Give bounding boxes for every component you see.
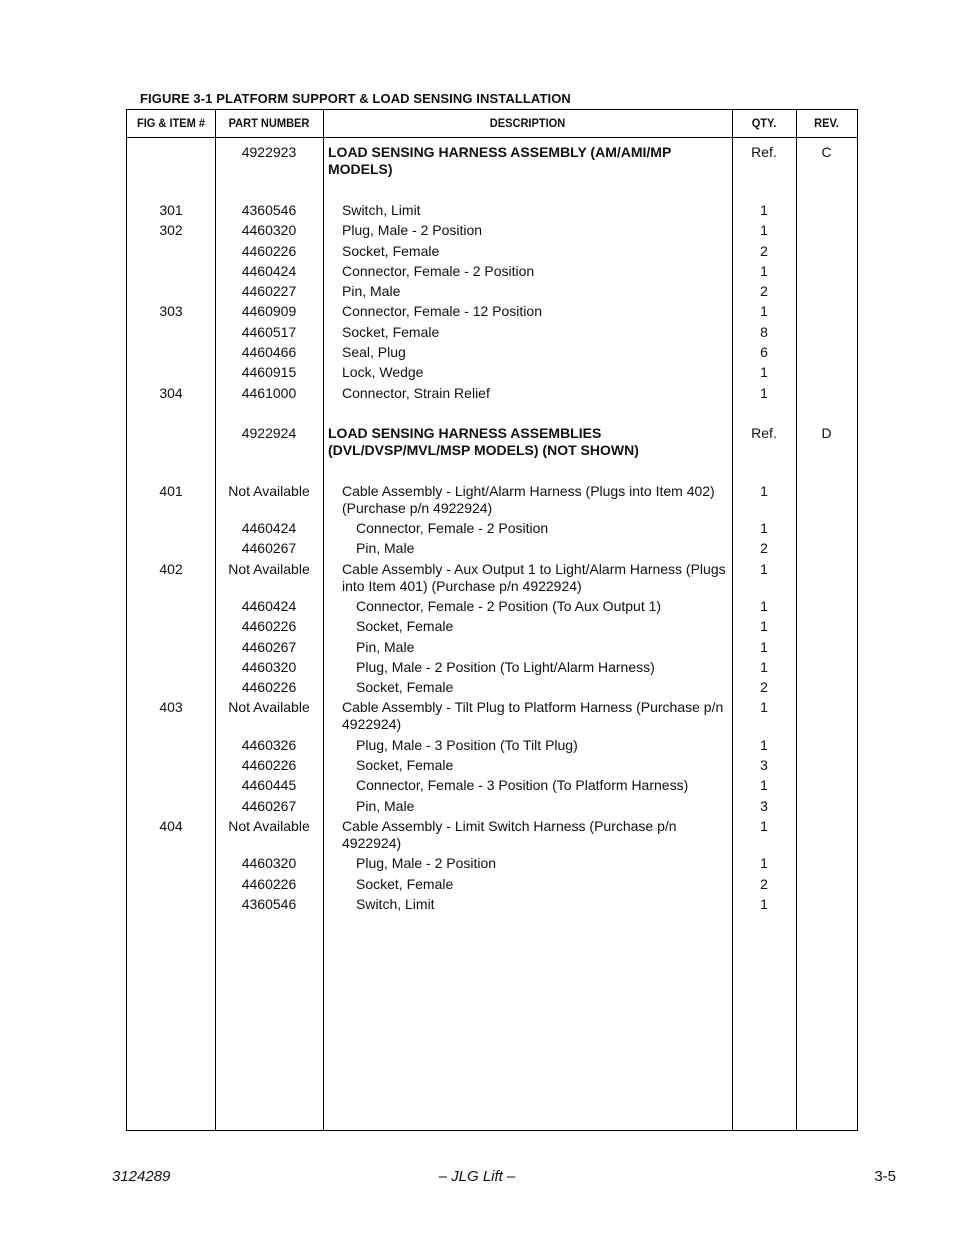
row-qty: 1 [760, 385, 768, 401]
row-part-number: 4460320 [241, 855, 297, 871]
row-qty: 1 [760, 303, 768, 319]
row-item: 404 [159, 818, 183, 834]
row-part-number: 4461000 [241, 385, 297, 401]
row-part-number: 4360546 [241, 202, 297, 218]
row-qty: 6 [760, 344, 768, 360]
row-description: Pin, Male [356, 540, 415, 556]
row-part-number: 4460320 [241, 659, 297, 675]
row-part-number: Not Available [228, 561, 310, 577]
row-qty: 2 [760, 876, 768, 892]
row-description: Connector, Female - 2 Position [356, 520, 549, 536]
row-qty: 3 [760, 798, 768, 814]
header-rev: REV. [814, 116, 839, 130]
row-part-number: 4460227 [241, 283, 297, 299]
row-qty: 1 [760, 896, 768, 912]
row-part-number: 4460226 [241, 876, 297, 892]
row-description: Switch, Limit [356, 896, 435, 912]
header-item: FIG & ITEM # [136, 116, 206, 130]
row-description: Socket, Female [342, 324, 440, 340]
row-part-number: 4460424 [241, 598, 297, 614]
row-qty: 2 [760, 283, 768, 299]
row-qty: 1 [760, 818, 768, 834]
row-description: Cable Assembly - Tilt Plug to Platform Harness (Purchase p/n 4922924) [342, 699, 724, 732]
page-number: 3-5 [874, 1168, 896, 1185]
row-part-number: 4460267 [241, 798, 297, 814]
row-description: Connector, Female - 12 Position [342, 303, 542, 319]
row-item: 303 [159, 303, 183, 319]
row-description: LOAD SENSING HARNESS ASSEMBLY (AM/AMI/MP MODELS) [328, 144, 672, 177]
row-description: Socket, Female [356, 618, 454, 634]
row-qty: 2 [760, 243, 768, 259]
figure-title: FIGURE 3-1 PLATFORM SUPPORT & LOAD SENSING INSTALLATION [140, 91, 571, 106]
doc-number: 3124289 [112, 1168, 171, 1185]
row-description: Lock, Wedge [342, 364, 424, 380]
row-qty: 1 [760, 483, 768, 499]
row-qty: 2 [760, 540, 768, 556]
row-description: Connector, Female - 3 Position (To Platform Harness) [356, 777, 689, 793]
row-qty: 3 [760, 757, 768, 773]
row-part-number: 4460424 [241, 263, 297, 279]
parts-table [126, 109, 858, 1131]
row-description: Pin, Male [356, 639, 415, 655]
row-qty: 1 [760, 364, 768, 380]
row-qty: 1 [760, 659, 768, 675]
row-part-number: 4460226 [241, 243, 297, 259]
row-qty: 8 [760, 324, 768, 340]
row-description: Switch, Limit [342, 202, 421, 218]
row-description: Connector, Female - 2 Position [342, 263, 535, 279]
row-part-number: 4460226 [241, 679, 297, 695]
row-part-number: 4460466 [241, 344, 297, 360]
row-qty: Ref. [751, 144, 777, 160]
row-part-number: 4460226 [241, 757, 297, 773]
row-description: Plug, Male - 2 Position [342, 222, 483, 238]
row-part-number: 4460320 [241, 222, 297, 238]
row-qty: 1 [760, 222, 768, 238]
row-part-number: 4460424 [241, 520, 297, 536]
row-qty: Ref. [751, 425, 777, 441]
row-qty: 2 [760, 679, 768, 695]
row-rev: D [821, 425, 832, 441]
row-description: Socket, Female [356, 757, 454, 773]
row-part-number: 4460326 [241, 737, 297, 753]
row-description: Plug, Male - 3 Position (To Tilt Plug) [356, 737, 578, 753]
row-part-number: Not Available [228, 818, 310, 834]
row-description: Cable Assembly - Aux Output 1 to Light/Alarm Harness (Plugs into Item 401) (Purchase p/n 4922924) [342, 561, 726, 594]
row-qty: 1 [760, 855, 768, 871]
header-divider [127, 137, 857, 138]
row-item: 402 [159, 561, 183, 577]
row-qty: 1 [760, 520, 768, 536]
row-qty: 1 [760, 618, 768, 634]
row-description: Socket, Female [342, 243, 440, 259]
row-description: Connector, Strain Relief [342, 385, 490, 401]
row-description: Socket, Female [356, 679, 454, 695]
header-part-number: PART NUMBER [228, 116, 310, 130]
row-part-number: Not Available [228, 483, 310, 499]
row-item: 403 [159, 699, 183, 715]
row-description: Cable Assembly - Limit Switch Harness (Purchase p/n 4922924) [342, 818, 677, 851]
row-qty: 1 [760, 737, 768, 753]
row-qty: 1 [760, 777, 768, 793]
column-divider [323, 110, 324, 1130]
row-part-number: 4460517 [241, 324, 297, 340]
row-qty: 1 [760, 699, 768, 715]
row-item: 304 [159, 385, 183, 401]
row-part-number: 4460909 [241, 303, 297, 319]
row-part-number: 4360546 [241, 896, 297, 912]
row-part-number: 4922924 [241, 425, 297, 441]
row-item: 302 [159, 222, 183, 238]
row-item: 301 [159, 202, 183, 218]
row-qty: 1 [760, 202, 768, 218]
row-description: Cable Assembly - Light/Alarm Harness (Plugs into Item 402) (Purchase p/n 4922924) [342, 483, 715, 516]
row-description: Pin, Male [356, 798, 415, 814]
row-description: Plug, Male - 2 Position [356, 855, 497, 871]
row-qty: 1 [760, 561, 768, 577]
row-description: LOAD SENSING HARNESS ASSEMBLIES (DVL/DVSP/MVL/MSP MODELS) (NOT SHOWN) [328, 425, 639, 458]
row-part-number: 4922923 [241, 144, 297, 160]
row-part-number: 4460267 [241, 540, 297, 556]
header-qty: QTY. [751, 116, 777, 130]
column-divider [796, 110, 797, 1130]
row-qty: 1 [760, 598, 768, 614]
row-description: Plug, Male - 2 Position (To Light/Alarm Harness) [356, 659, 655, 675]
row-qty: 1 [760, 263, 768, 279]
row-qty: 1 [760, 639, 768, 655]
row-part-number: 4460267 [241, 639, 297, 655]
row-item: 401 [159, 483, 183, 499]
header-description: DESCRIPTION [489, 116, 566, 130]
row-rev: C [821, 144, 832, 160]
row-part-number: 4460445 [241, 777, 297, 793]
row-description: Pin, Male [342, 283, 401, 299]
row-description: Socket, Female [356, 876, 454, 892]
row-description: Seal, Plug [342, 344, 406, 360]
row-part-number: 4460226 [241, 618, 297, 634]
row-part-number: 4460915 [241, 364, 297, 380]
row-description: Connector, Female - 2 Position (To Aux Output 1) [356, 598, 662, 614]
publisher: – JLG Lift – [438, 1168, 516, 1185]
row-part-number: Not Available [228, 699, 310, 715]
